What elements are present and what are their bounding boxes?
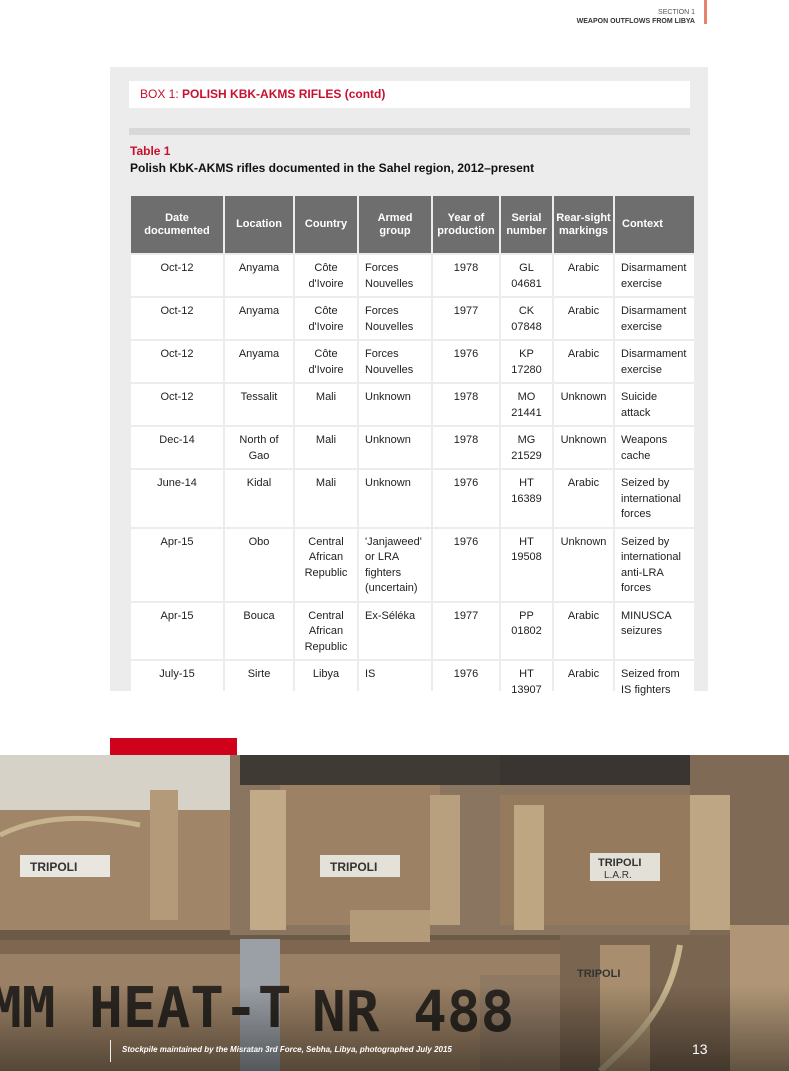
table-title: Polish KbK-AKMS rifles documented in the Sahel region, 2012–present [130, 161, 535, 175]
table-row [131, 384, 694, 425]
table-header-row [131, 196, 694, 253]
cell-date: Oct-12 [131, 384, 223, 425]
table-row [131, 427, 694, 468]
cell-context: Weapons cache [615, 427, 694, 468]
cell-context: Disarmament exercise [615, 255, 694, 296]
cell-country: Central African Republic [295, 603, 357, 660]
header-serial: Serial number [501, 196, 552, 253]
cell-date: Dec-14 [131, 427, 223, 468]
table-row [131, 661, 694, 702]
cell-context: Seized by international anti-LRA forces [615, 529, 694, 601]
page-number: 13 [692, 1041, 708, 1057]
cell-country: Côte d'Ivoire [295, 298, 357, 339]
red-accent-strip [110, 738, 237, 755]
cell-date: Apr-15 [131, 529, 223, 601]
table-caption: Table 1 [130, 144, 171, 158]
cell-date: Oct-12 [131, 298, 223, 339]
cell-year: 1978 [433, 255, 499, 296]
cell-year: 1978 [433, 427, 499, 468]
cell-location: North of Gao [225, 427, 293, 468]
cell-rear-sight: Arabic [554, 603, 613, 660]
cell-serial: GL 04681 [501, 255, 552, 296]
cell-rear-sight: Unknown [554, 384, 613, 425]
cell-serial: HT 16389 [501, 470, 552, 527]
table-row [131, 298, 694, 339]
cell-year: 1976 [433, 661, 499, 702]
cell-context: Disarmament exercise [615, 341, 694, 382]
header-country: Country [295, 196, 357, 253]
header-armed-group: Armed group [359, 196, 431, 253]
cell-armed-group: Unknown [359, 384, 431, 425]
cell-serial: HT 13907 [501, 661, 552, 702]
cell-location: Tessalit [225, 384, 293, 425]
crate-label: TRIPOLI [598, 857, 642, 869]
cell-rear-sight: Arabic [554, 341, 613, 382]
cell-date: Oct-12 [131, 255, 223, 296]
cell-year: 1976 [433, 529, 499, 601]
cell-serial: KP 17280 [501, 341, 552, 382]
divider [129, 128, 690, 135]
cell-location: Anyama [225, 298, 293, 339]
cell-armed-group: Forces Nouvelles [359, 255, 431, 296]
cell-context: Seized from IS fighters [615, 661, 694, 702]
header-year: Year of production [433, 196, 499, 253]
box-header [129, 81, 690, 108]
cell-location: Anyama [225, 341, 293, 382]
cell-country: Mali [295, 470, 357, 527]
cell-armed-group: 'Janjaweed' or LRA fighters (uncertain) [359, 529, 431, 601]
cell-country: Côte d'Ivoire [295, 255, 357, 296]
cell-serial: PP 01802 [501, 603, 552, 660]
table-row [131, 470, 694, 527]
table-row [131, 529, 694, 601]
cell-context: Disarmament exercise [615, 298, 694, 339]
cell-rear-sight: Arabic [554, 661, 613, 702]
cell-context: MINUSCA seizures [615, 603, 694, 660]
cell-rear-sight: Arabic [554, 470, 613, 527]
cell-armed-group: Forces Nouvelles [359, 341, 431, 382]
caption-rule [110, 1040, 111, 1062]
cell-location: Obo [225, 529, 293, 601]
section-label: SECTION 1 [658, 9, 695, 16]
cell-location: Kidal [225, 470, 293, 527]
table-row [131, 603, 694, 660]
header-accent-bar [704, 0, 707, 24]
cell-context: Seized by international forces [615, 470, 694, 527]
cell-date: July-15 [131, 661, 223, 702]
cell-context: Suicide attack [615, 384, 694, 425]
cell-armed-group: IS [359, 661, 431, 702]
cell-armed-group: Unknown [359, 470, 431, 527]
cell-year: 1977 [433, 603, 499, 660]
running-head [577, 8, 695, 26]
cell-rear-sight: Arabic [554, 298, 613, 339]
cell-location: Sirte [225, 661, 293, 702]
table-row [131, 255, 694, 296]
header-context: Context [615, 196, 694, 253]
cell-armed-group: Unknown [359, 427, 431, 468]
box-label: BOX 1: [140, 87, 183, 101]
cell-year: 1976 [433, 470, 499, 527]
rifles-table [129, 194, 696, 704]
stockpile-photo [0, 755, 789, 1071]
cell-armed-group: Ex-Séléka [359, 603, 431, 660]
cell-rear-sight: Arabic [554, 255, 613, 296]
table-row [131, 341, 694, 382]
cell-country: Mali [295, 427, 357, 468]
photo-caption: Stockpile maintained by the Misratan 3rd Force, Sebha, Libya, photographed July 2015 [122, 1045, 452, 1054]
crate-label: TRIPOLI [577, 968, 621, 980]
cell-location: Bouca [225, 603, 293, 660]
cell-serial: HT 19508 [501, 529, 552, 601]
cell-location: Anyama [225, 255, 293, 296]
cell-country: Côte d'Ivoire [295, 341, 357, 382]
crate-label: TRIPOLI [30, 860, 78, 874]
box-panel [110, 67, 708, 696]
cell-serial: MG 21529 [501, 427, 552, 468]
cell-year: 1977 [433, 298, 499, 339]
cell-country: Mali [295, 384, 357, 425]
cell-date: Oct-12 [131, 341, 223, 382]
crate-label: TRIPOLI [330, 860, 378, 874]
cell-year: 1976 [433, 341, 499, 382]
cell-year: 1978 [433, 384, 499, 425]
box-title: POLISH KBK-AKMS RIFLES (contd) [182, 87, 386, 101]
section-title: WEAPON OUTFLOWS FROM LIBYA [576, 18, 695, 25]
cell-rear-sight: Unknown [554, 529, 613, 601]
header-date: Date documented [131, 196, 223, 253]
crate-label-sub: L.A.R. [604, 870, 632, 881]
header-location: Location [225, 196, 293, 253]
cell-date: June-14 [131, 470, 223, 527]
cell-country: Central African Republic [295, 529, 357, 601]
cell-country: Libya [295, 661, 357, 702]
cell-serial: CK 07848 [501, 298, 552, 339]
cell-date: Apr-15 [131, 603, 223, 660]
cell-rear-sight: Unknown [554, 427, 613, 468]
cell-serial: MO 21441 [501, 384, 552, 425]
cell-armed-group: Forces Nouvelles [359, 298, 431, 339]
header-rear-sight: Rear-sight markings [554, 196, 613, 253]
